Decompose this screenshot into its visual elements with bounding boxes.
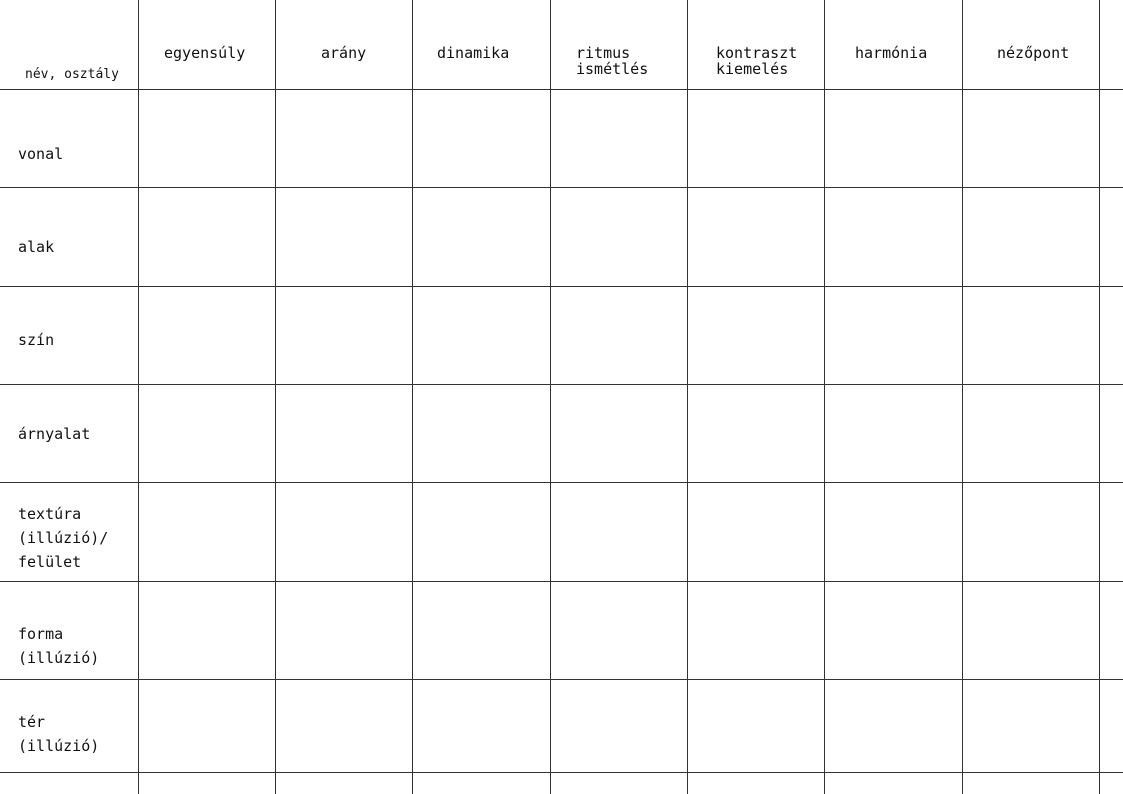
name-class-label: név, osztály: [25, 67, 119, 82]
column-header-dynamics: dinamika: [437, 44, 510, 62]
grid-line: [687, 0, 688, 794]
grid-line: [412, 0, 413, 794]
row-header-form: forma (illúzió): [18, 625, 100, 667]
grid-line: [0, 581, 1123, 582]
grid-line: [138, 0, 139, 794]
grid-line: [0, 286, 1123, 287]
grid-line: [824, 0, 825, 794]
column-header-rhythm-repetition: ritmus ismétlés: [576, 44, 649, 78]
row-header-shape: alak: [18, 238, 55, 256]
grid-line: [962, 0, 963, 794]
grid-line: [550, 0, 551, 794]
grid-line: [1099, 0, 1100, 794]
grid-line: [0, 679, 1123, 680]
column-header-harmony: harmónia: [855, 44, 928, 62]
grid-line: [0, 482, 1123, 483]
column-header-proportion: arány: [321, 44, 367, 62]
row-header-shade: árnyalat: [18, 425, 91, 443]
column-header-contrast-emphasis: kontraszt kiemelés: [716, 44, 798, 78]
row-header-texture-surface: textúra (illúzió)/ felület: [18, 505, 109, 571]
grid-line: [0, 89, 1123, 90]
grid-line: [0, 772, 1123, 773]
row-header-color: szín: [18, 331, 55, 349]
grid-line: [0, 384, 1123, 385]
row-header-space: tér (illúzió): [18, 713, 100, 755]
row-header-line: vonal: [18, 145, 64, 163]
grid-line: [275, 0, 276, 794]
column-header-balance: egyensúly: [164, 44, 246, 62]
grid-line: [0, 187, 1123, 188]
column-header-viewpoint: nézőpont: [997, 44, 1070, 62]
